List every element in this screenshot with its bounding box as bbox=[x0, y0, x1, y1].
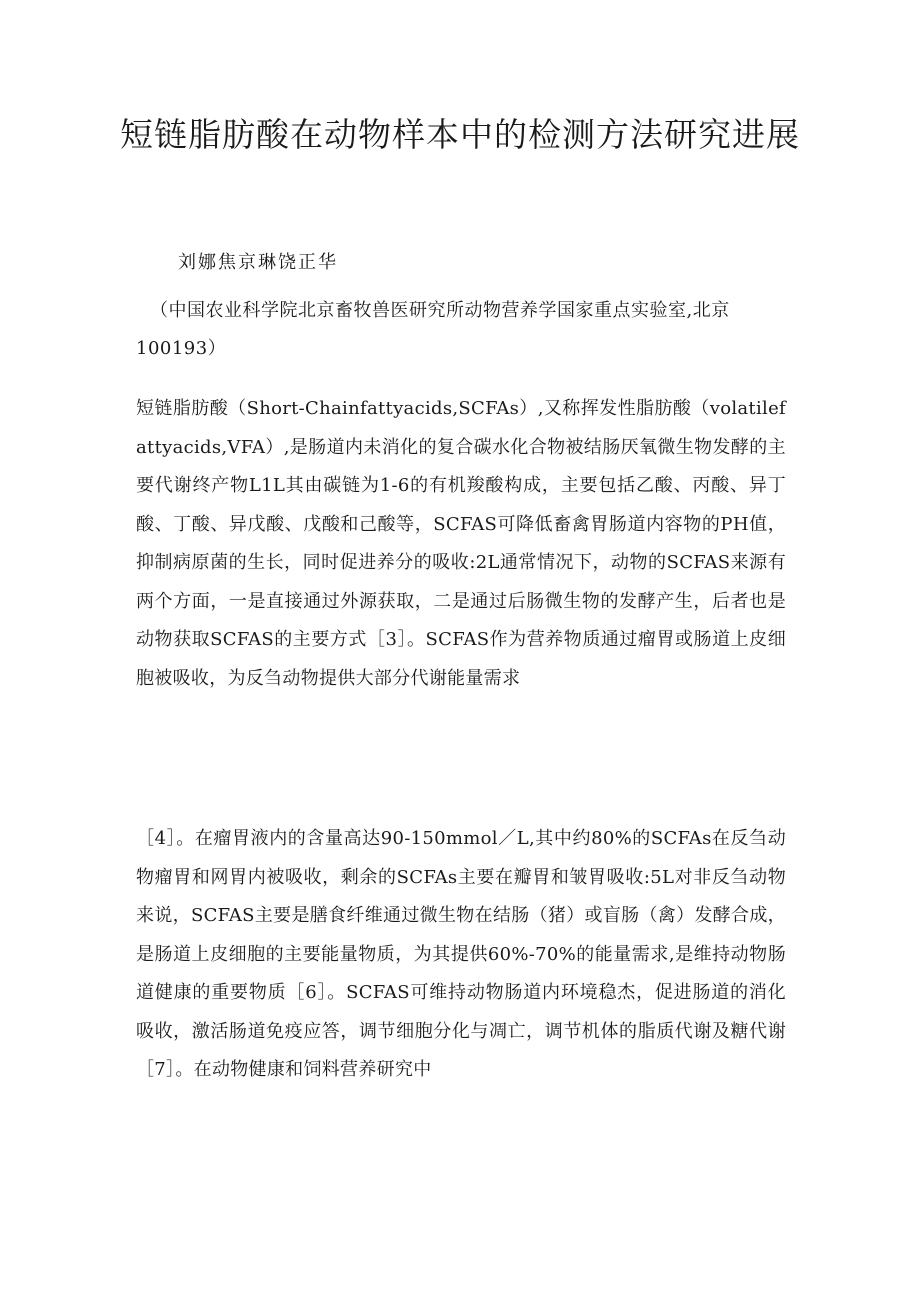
affiliation-line-2: 100193） bbox=[136, 338, 227, 359]
affiliation-line-1: （中国农业科学院北京畜牧兽医研究所动物营养学国家重点实验室,北京 bbox=[150, 300, 730, 321]
body-paragraph-2: ［4］。在瘤胃液内的含量高达90-150mmol／L,其中约80%的SCFAs在反刍动物瘤胃和网胃内被吸收，剩余的SCFAs主要在瓣胃和皱胃吸收:5L对非反刍动物来说，SCFAS主要是膳食纤维通过微生物在结肠（猪）或盲肠（禽）发酵合成，是肠道上皮细胞的主要能量物质，为其提供60%-70%的能量需求,是维持动物肠道健康的重要物质［6］。SCFAS可维持动物肠道内环境稳杰，促进肠道的消化吸收，激活肠道免疫应答，调节细胞分化与凋亡，调节机体的脂质代谢及糖代谢［7］。在动物健康和饲料营养研究中 bbox=[136, 828, 786, 1080]
document-title: 短链脂肪酸在动物样本中的检测方法研究进展 bbox=[120, 115, 800, 154]
author-list: 刘娜焦京琳饶正华 bbox=[178, 252, 338, 273]
body-paragraph-1: 短链脂肪酸（Short-Chainfattyacids,SCFAs）,又称挥发性脂肪酸（volatilefattyacids,VFA）,是肠道内未消化的复合碳水化合物被结肠厌氧微生物发酵的主要代谢终产物L1L其由碳链为1-6的有机羧酸构成，主要包括乙酸、丙酸、异丁酸、丁酸、异戊酸、戊酸和己酸等，SCFAS可降低畜禽胃肠道内容物的PH值，抑制病原菌的生长，同时促进养分的吸收:2L通常情况下，动物的SCFAS来源有两个方面，一是直接通过外源获取，二是通过后肠微生物的发酵产生，后者也是动物获取SCFAS的主要方式［3］。SCFAS作为营养物质通过瘤胃或肠道上皮细胞被吸收，为反刍动物提供大部分代谢能量需求 bbox=[136, 398, 786, 689]
affiliation bbox=[136, 292, 786, 368]
